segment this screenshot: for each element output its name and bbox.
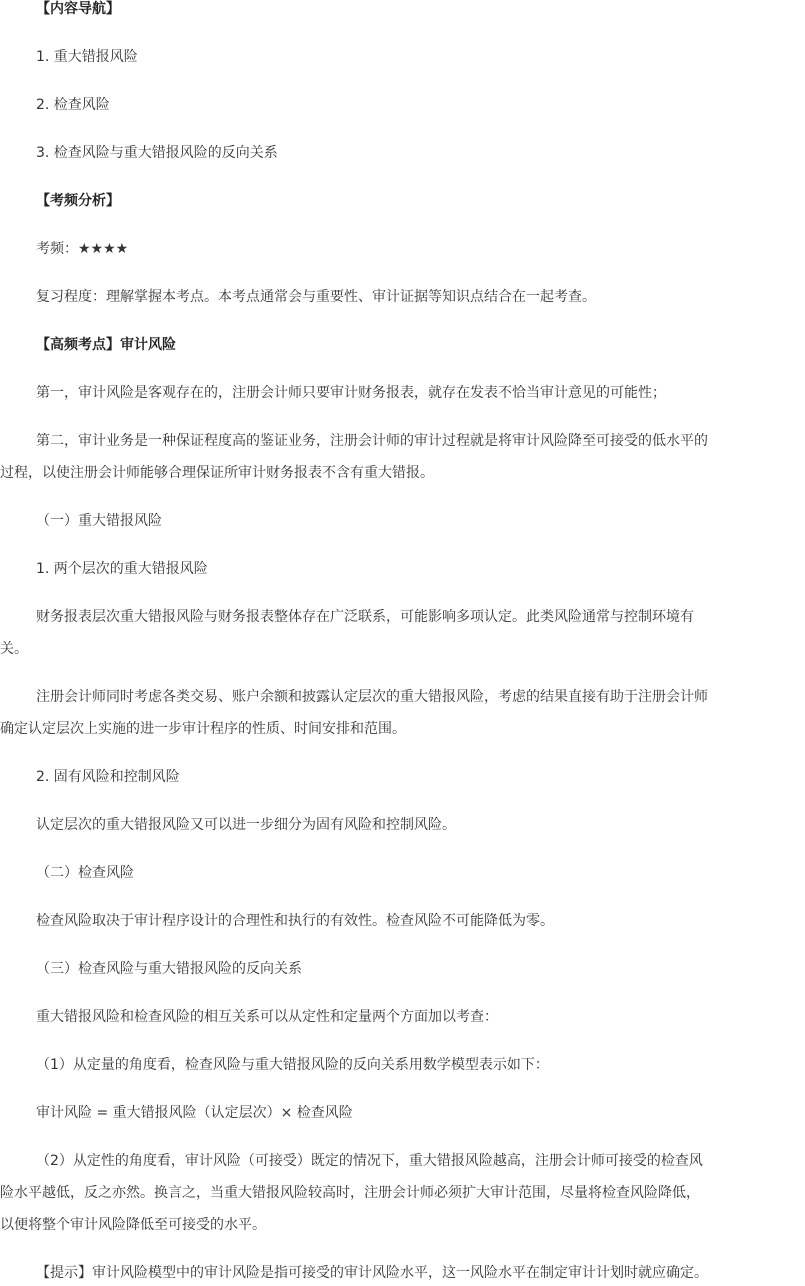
section-2-heading: （二）检查风险: [36, 865, 134, 881]
section-3-heading: （三）检查风险与重大错报风险的反向关系: [36, 961, 302, 977]
section-3-paragraph-1: 重大错报风险和检查风险的相互关系可以从定性和定量两个方面加以考查：: [36, 1009, 498, 1025]
nav-item-3: 3. 检查风险与重大错报风险的反向关系: [36, 145, 278, 161]
section-1-paragraph-2-line-2: 确定认定层次上实施的进一步审计程序的性质、时间安排和范围。: [0, 721, 406, 737]
frequency-rating: 考频：★★★★: [36, 241, 129, 257]
section-1-subheading-1: 1. 两个层次的重大错报风险: [36, 561, 208, 577]
section-1-paragraph-1-line-2: 关。: [0, 641, 28, 657]
section-3-paragraph-3-line-2: 险水平越低，反之亦然。换言之，当重大错报风险较高时，注册会计师必须扩大审计范围，尽量将检查风险降低，: [0, 1185, 700, 1201]
topic-paragraph-2-line-2: 过程，以使注册会计师能够合理保证所审计财务报表不含有重大错报。: [0, 465, 434, 481]
section-1-paragraph-1-line-1: 财务报表层次重大错报风险与财务报表整体存在广泛联系，可能影响多项认定。此类风险通常与控制环境有: [36, 609, 694, 625]
nav-item-2: 2. 检查风险: [36, 97, 110, 113]
topic-heading: 【高频考点】审计风险: [36, 337, 176, 353]
freq-heading: 【考频分析】: [36, 193, 120, 209]
section-1-paragraph-2-line-1: 注册会计师同时考虑各类交易、账户余额和披露认定层次的重大错报风险，考虑的结果直接有助于注册会计师: [36, 689, 708, 705]
section-3-paragraph-3-line-1: （2）从定性的角度看，审计风险（可接受）既定的情况下，重大错报风险越高，注册会计师可接受的检查风: [36, 1153, 703, 1169]
section-3-paragraph-2: （1）从定量的角度看，检查风险与重大错报风险的反向关系用数学模型表示如下：: [36, 1057, 549, 1073]
section-1-subheading-2: 2. 固有风险和控制风险: [36, 769, 180, 785]
nav-heading: 【内容导航】: [36, 1, 120, 17]
section-1-paragraph-3: 认定层次的重大错报风险又可以进一步细分为固有风险和控制风险。: [36, 817, 456, 833]
review-level: 复习程度：理解掌握本考点。本考点通常会与重要性、审计证据等知识点结合在一起考查。: [36, 289, 596, 305]
section-3-paragraph-3-line-3: 以便将整个审计风险降低至可接受的水平。: [0, 1217, 266, 1233]
nav-item-1: 1. 重大错报风险: [36, 49, 138, 65]
risk-formula: 审计风险 = 重大错报风险（认定层次）× 检查风险: [36, 1105, 353, 1121]
section-2-paragraph-1: 检查风险取决于审计程序设计的合理性和执行的有效性。检查风险不可能降低为零。: [36, 913, 554, 929]
tip-note: 【提示】审计风险模型中的审计风险是指可接受的审计风险水平，这一风险水平在制定审计计划时就应确定。: [36, 1265, 708, 1281]
section-1-heading: （一）重大错报风险: [36, 513, 162, 529]
topic-paragraph-2-line-1: 第二，审计业务是一种保证程度高的鉴证业务，注册会计师的审计过程就是将审计风险降至可接受的低水平的: [36, 433, 708, 449]
topic-paragraph-1: 第一，审计风险是客观存在的，注册会计师只要审计财务报表，就存在发表不恰当审计意见的可能性；: [36, 385, 666, 401]
